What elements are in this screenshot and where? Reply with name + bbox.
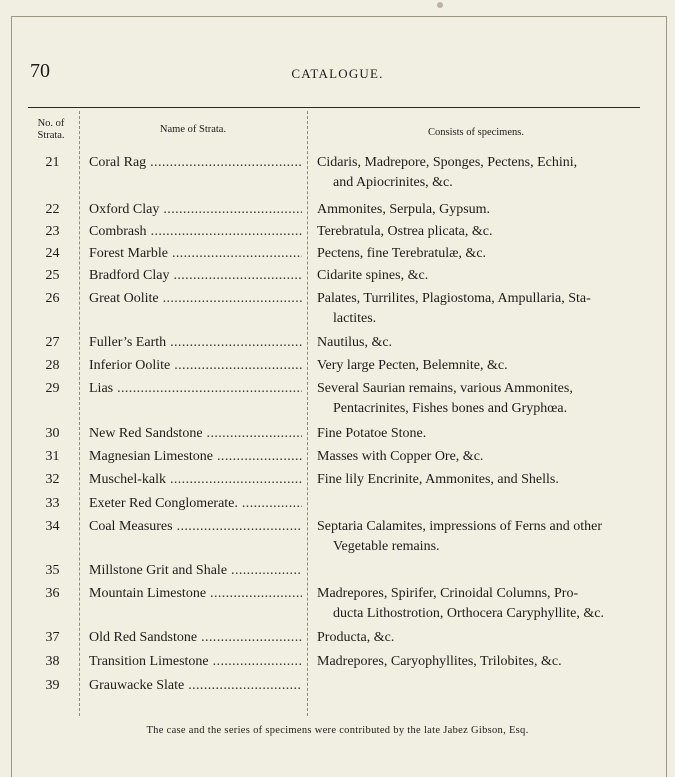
- stratum-number: 22: [45, 202, 60, 217]
- dot-leader: [177, 517, 302, 537]
- specimens-cell: [317, 517, 644, 557]
- dot-leader: [170, 333, 302, 353]
- specimens-cell: [317, 333, 644, 353]
- stratum-number: 24: [45, 246, 60, 261]
- dot-leader: [213, 652, 302, 672]
- dot-leader: [188, 676, 302, 696]
- table-row: [0, 153, 675, 190]
- stratum-number: 25: [45, 268, 60, 283]
- specimens-line: Fine lily Encrinite, Ammonites, and Shells.: [317, 472, 559, 487]
- dot-leader: [174, 356, 302, 376]
- table-row: [0, 494, 675, 516]
- specimens-cell: [317, 470, 644, 490]
- column-header-number: [28, 118, 74, 142]
- specimens-line: Producta, &c.: [317, 630, 395, 645]
- specimens-cell: [317, 153, 644, 193]
- dot-leader: [173, 266, 302, 286]
- specimens-line: ducta Lithostrotion, Orthocera Caryphyllite, &c.: [333, 606, 604, 621]
- table-row: [0, 561, 675, 583]
- specimens-line: Very large Pecten, Belemnite, &c.: [317, 358, 508, 373]
- stratum-name: Transition Limestone: [89, 654, 209, 669]
- specimens-line: Cidarite spines, &c.: [317, 268, 429, 283]
- stratum-number: 29: [45, 381, 60, 396]
- specimens-line: Vegetable remains.: [333, 539, 440, 554]
- dot-leader: [172, 244, 302, 264]
- dot-leader: [201, 628, 302, 648]
- stratum-name: Inferior Oolite: [89, 358, 171, 373]
- stratum-name: Old Red Sandstone: [89, 630, 198, 645]
- specimens-line: Pectens, fine Terebratulæ, &c.: [317, 246, 487, 261]
- specimens-cell: [317, 447, 644, 467]
- specimens-cell: [317, 628, 644, 648]
- stratum-number: 21: [45, 155, 60, 170]
- stratum-number: 37: [45, 630, 60, 645]
- stratum-name: Coal Measures: [89, 519, 173, 534]
- specimens-cell: [317, 424, 644, 444]
- stratum-name: Muschel-kalk: [89, 472, 166, 487]
- specimens-line: Palates, Turrilites, Plagiostoma, Ampullaria, Sta-: [317, 291, 591, 306]
- specimens-line: Masses with Copper Ore, &c.: [317, 449, 484, 464]
- stratum-number: 30: [45, 426, 60, 441]
- specimens-cell: [317, 244, 644, 264]
- table-row: [0, 244, 675, 266]
- specimens-cell: [317, 379, 644, 419]
- specimens-line: Several Saurian remains, various Ammonites,: [317, 381, 573, 396]
- stratum-name: New Red Sandstone: [89, 426, 203, 441]
- stratum-name: Oxford Clay: [89, 202, 160, 217]
- table-row: [0, 447, 675, 469]
- stratum-name: Mountain Limestone: [89, 586, 207, 601]
- table-row: [0, 517, 675, 554]
- table-row: [0, 333, 675, 355]
- stratum-name-cell: [89, 266, 302, 286]
- header-rule: [28, 107, 640, 108]
- specimens-line: and Apiocrinites, &c.: [333, 175, 453, 190]
- stratum-number: 23: [45, 224, 60, 239]
- table-row: [0, 200, 675, 222]
- stratum-name-cell: [89, 494, 302, 514]
- column-header-consists: Consists of specimens.: [428, 127, 524, 138]
- specimens-line: Septaria Calamites, impressions of Ferns and other: [317, 519, 602, 534]
- stratum-name: Great Oolite: [89, 291, 159, 306]
- stratum-name-cell: [89, 470, 302, 490]
- stratum-name: Millstone Grit and Shale: [89, 563, 228, 578]
- stratum-number: 34: [45, 519, 60, 534]
- stratum-name-cell: [89, 153, 302, 173]
- stratum-name: Grauwacke Slate: [89, 678, 185, 693]
- stratum-name-cell: [89, 447, 302, 467]
- column-header-number-line2: Strata.: [37, 130, 65, 141]
- stratum-name: Fuller’s Earth: [89, 335, 167, 350]
- stratum-name-cell: [89, 356, 302, 376]
- page-title: CATALOGUE.: [291, 66, 384, 81]
- stratum-name: Forest Marble: [89, 246, 168, 261]
- stratum-name-cell: [89, 561, 302, 581]
- stratum-name-cell: [89, 517, 302, 537]
- stratum-number: 26: [45, 291, 60, 306]
- stratum-number: 36: [45, 586, 60, 601]
- stratum-number: 39: [45, 678, 60, 693]
- dot-leader: [242, 494, 302, 514]
- stratum-name-cell: [89, 584, 302, 604]
- specimens-line: Madrepores, Spirifer, Crinoidal Columns, Pro-: [317, 586, 579, 601]
- table-row: [0, 266, 675, 288]
- stratum-name-cell: [89, 379, 302, 399]
- specimens-line: Terebratula, Ostrea plicata, &c.: [317, 224, 493, 239]
- stratum-number: 31: [45, 449, 60, 464]
- specimens-cell: [317, 652, 644, 672]
- stratum-name-cell: [89, 289, 302, 309]
- stratum-name-cell: [89, 333, 302, 353]
- table-row: [0, 652, 675, 674]
- stratum-number: 28: [45, 358, 60, 373]
- specimens-cell: [317, 200, 644, 220]
- table-row: [0, 470, 675, 492]
- dot-leader: [151, 222, 302, 242]
- specimens-line: Fine Potatoe Stone.: [317, 426, 427, 441]
- table-row: [0, 356, 675, 378]
- specimens-cell: [317, 266, 644, 286]
- table-row: [0, 379, 675, 416]
- specimens-line: Pentacrinites, Fishes bones and Gryphœa.: [333, 401, 568, 416]
- specimens-line: Cidaris, Madrepore, Sponges, Pectens, Echini,: [317, 155, 578, 170]
- stratum-number: 35: [45, 563, 60, 578]
- column-header-number-line1: No. of: [37, 118, 65, 129]
- stratum-name: Bradford Clay: [89, 268, 170, 283]
- page-number: 70: [30, 60, 50, 82]
- table-row: [0, 584, 675, 621]
- stratum-name-cell: [89, 222, 302, 242]
- stratum-number: 27: [45, 335, 60, 350]
- table-row: [0, 289, 675, 326]
- stratum-name: Coral Rag: [89, 155, 147, 170]
- table-row: [0, 424, 675, 446]
- specimens-line: Nautilus, &c.: [317, 335, 393, 350]
- stratum-name-cell: [89, 244, 302, 264]
- dot-leader: [170, 470, 302, 490]
- stratum-name: Exeter Red Conglomerate.: [89, 496, 238, 511]
- table-row: [0, 628, 675, 650]
- stratum-name-cell: [89, 200, 302, 220]
- specimens-line: lactites.: [333, 311, 377, 326]
- dot-leader: [207, 424, 302, 444]
- footer-note: The case and the series of specimens were contributed by the late Jabez Gibson, Esq.: [146, 725, 529, 736]
- stratum-name: Magnesian Limestone: [89, 449, 214, 464]
- dot-leader: [117, 379, 302, 399]
- dot-leader: [163, 200, 302, 220]
- specimens-cell: [317, 222, 644, 242]
- stratum-name: Lias: [89, 381, 114, 396]
- specimens-cell: [317, 584, 644, 624]
- dot-leader: [210, 584, 302, 604]
- stratum-name-cell: [89, 652, 302, 672]
- specimens-cell: [317, 289, 644, 329]
- stratum-number: 33: [45, 496, 60, 511]
- dot-leader: [231, 561, 302, 581]
- specimens-line: Ammonites, Serpula, Gypsum.: [317, 202, 491, 217]
- stratum-name-cell: [89, 628, 302, 648]
- dot-leader: [163, 289, 302, 309]
- specimens-line: Madrepores, Caryophyllites, Trilobites, &c.: [317, 654, 562, 669]
- specimens-cell: [317, 356, 644, 376]
- stratum-name-cell: [89, 424, 302, 444]
- table-row: [0, 676, 675, 698]
- stratum-number: 38: [45, 654, 60, 669]
- table-row: [0, 222, 675, 244]
- dot-leader: [150, 153, 302, 173]
- stratum-number: 32: [45, 472, 60, 487]
- stratum-name-cell: [89, 676, 302, 696]
- stratum-name: Combrash: [89, 224, 147, 239]
- page-speck: [437, 2, 443, 8]
- column-header-name: Name of Strata.: [159, 124, 227, 135]
- dot-leader: [217, 447, 302, 467]
